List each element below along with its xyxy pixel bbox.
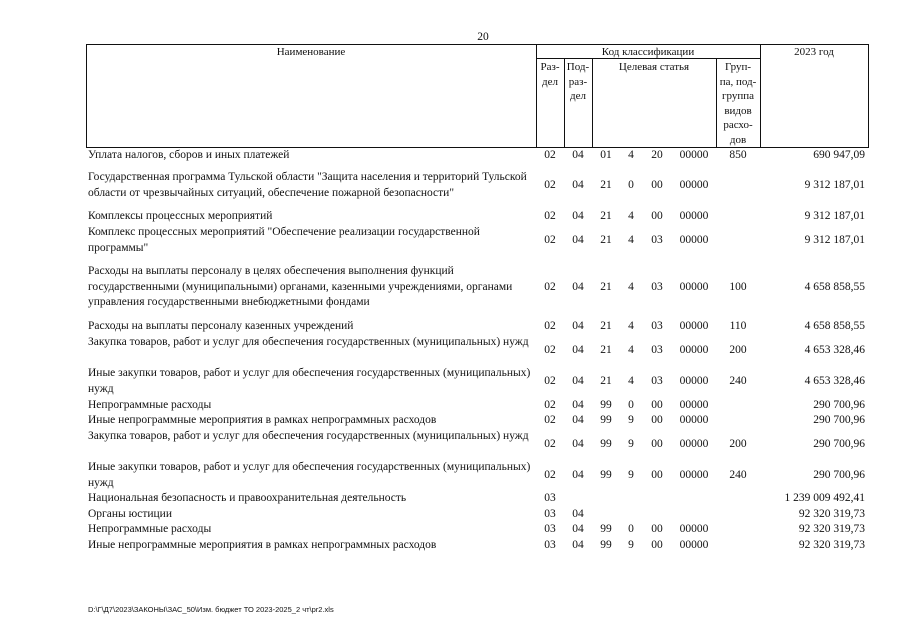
row-code-pr: 04 — [572, 344, 584, 356]
row-code-c2: 4 — [628, 234, 634, 246]
row-amount: 4 658 858,55 — [804, 281, 865, 293]
row-name: Уплата налогов, сборов и иных платежей — [88, 149, 290, 161]
row-code-c1: 99 — [600, 399, 612, 411]
table-row — [0, 522, 905, 538]
row-code-rz: 03 — [544, 523, 556, 535]
row-code-c2: 0 — [628, 399, 634, 411]
row-code-rz: 02 — [544, 469, 556, 481]
row-amount: 290 700,96 — [813, 414, 865, 426]
row-code-c3: 00 — [651, 399, 663, 411]
row-amount: 4 653 328,46 — [804, 375, 865, 387]
row-code-c3: 00 — [651, 539, 663, 551]
row-amount: 1 239 009 492,41 — [784, 492, 865, 504]
row-name: Закупка товаров, работ и услуг для обеспечения государственных (муниципальных) нужд — [88, 430, 529, 442]
row-amount: 690 947,09 — [813, 149, 865, 161]
row-code-pr: 04 — [572, 438, 584, 450]
row-name: Иные непрограммные мероприятия в рамках непрограммных расходов — [88, 414, 437, 426]
row-name: Комплекс процессных мероприятий "Обеспечение реализации государственной программы" — [88, 226, 480, 254]
row-amount: 290 700,96 — [813, 469, 865, 481]
row-code-rz: 02 — [544, 320, 556, 332]
row-code-c1: 21 — [600, 344, 612, 356]
row-amount: 4 653 328,46 — [804, 344, 865, 356]
row-name: Расходы на выплаты персоналу казенных учреждений — [88, 320, 354, 332]
row-code-c1: 99 — [600, 438, 612, 450]
row-code-c1: 01 — [600, 149, 612, 161]
header-year: 2023 год — [794, 46, 834, 58]
row-code-vr: 110 — [729, 320, 747, 332]
row-amount: 9 312 187,01 — [804, 179, 865, 191]
row-code-c2: 4 — [628, 375, 634, 387]
row-code-rz: 02 — [544, 399, 556, 411]
row-code-c4: 00000 — [679, 344, 709, 356]
row-name: Государственная программа Тульской области "Защита населения и территорий Тульской области от чрезвычайных ситуаций, обеспечение пожарной безопасности" — [88, 171, 527, 199]
row-amount: 92 320 319,73 — [798, 539, 865, 551]
table-row — [0, 170, 905, 201]
row-code-c1: 21 — [600, 210, 612, 222]
row-code-c3: 00 — [651, 179, 663, 191]
row-name: Иные закупки товаров, работ и услуг для обеспечения государственных (муниципальных) нужд — [88, 367, 531, 395]
row-code-c4: 00000 — [679, 234, 709, 246]
row-code-c1: 21 — [600, 234, 612, 246]
row-code-c2: 9 — [628, 438, 634, 450]
row-name: Закупка товаров, работ и услуг для обеспечения государственных (муниципальных) нужд — [88, 336, 529, 348]
row-code-c3: 20 — [651, 149, 663, 161]
row-code-pr: 04 — [572, 320, 584, 332]
row-code-c4: 00000 — [679, 210, 709, 222]
row-code-c3: 03 — [651, 281, 663, 293]
row-code-c2: 4 — [628, 344, 634, 356]
row-code-pr: 04 — [572, 469, 584, 481]
row-code-c1: 99 — [600, 414, 612, 426]
row-code-vr: 200 — [729, 438, 747, 450]
table-row — [0, 335, 905, 366]
row-code-vr: 200 — [729, 344, 747, 356]
row-amount: 9 312 187,01 — [804, 210, 865, 222]
row-code-c4: 00000 — [679, 281, 709, 293]
table-row — [0, 398, 905, 414]
row-code-c4: 00000 — [679, 375, 709, 387]
table-row — [0, 366, 905, 397]
row-amount: 290 700,96 — [813, 399, 865, 411]
row-code-rz: 02 — [544, 414, 556, 426]
page-number: 20 — [477, 31, 489, 43]
table-row — [0, 264, 905, 311]
row-code-c2: 4 — [628, 210, 634, 222]
table-row — [0, 491, 905, 507]
row-name: Непрограммные расходы — [88, 523, 212, 535]
row-code-vr: 240 — [729, 469, 747, 481]
header-group: Груп- па, под- группа видов расхо- дов — [719, 61, 757, 146]
row-name: Иные закупки товаров, работ и услуг для обеспечения государственных (муниципальных) нужд — [88, 461, 531, 489]
row-code-c2: 4 — [628, 320, 634, 332]
row-code-rz: 02 — [544, 210, 556, 222]
row-code-c1: 99 — [600, 539, 612, 551]
row-code-c2: 4 — [628, 149, 634, 161]
row-code-c4: 00000 — [679, 320, 709, 332]
row-code-rz: 03 — [544, 539, 556, 551]
row-name: Расходы на выплаты персоналу в целях обеспечения выполнения функций государственными (муниципальными) органами, казенными учреждениями, органами управления государственными внебюджетными фондами — [88, 265, 513, 308]
table-row — [0, 225, 905, 256]
row-code-c4: 00000 — [679, 149, 709, 161]
row-code-c3: 03 — [651, 344, 663, 356]
header-target: Целевая статья — [618, 61, 690, 73]
row-code-c1: 99 — [600, 469, 612, 481]
row-code-vr: 850 — [729, 149, 747, 161]
row-code-rz: 02 — [544, 234, 556, 246]
row-code-pr: 04 — [572, 281, 584, 293]
footer-file-path: D:\Г\Д7\2023\ЗАКОНЫ\ЗАС_50\Изм. бюджет ТО 2023-2025_2 чт\pr2.xls — [88, 605, 334, 614]
row-code-c1: 21 — [600, 320, 612, 332]
table-row — [0, 460, 905, 491]
row-code-rz: 02 — [544, 179, 556, 191]
table-row — [0, 209, 905, 225]
row-code-c3: 00 — [651, 210, 663, 222]
row-code-rz: 02 — [544, 344, 556, 356]
row-name: Комплексы процессных мероприятий — [88, 210, 273, 222]
row-code-rz: 02 — [544, 149, 556, 161]
row-code-pr: 04 — [572, 210, 584, 222]
row-amount: 4 658 858,55 — [804, 320, 865, 332]
row-code-c3: 00 — [651, 469, 663, 481]
row-name: Органы юстиции — [88, 508, 172, 520]
row-code-pr: 04 — [572, 523, 584, 535]
row-code-c2: 9 — [628, 469, 634, 481]
row-code-c2: 9 — [628, 539, 634, 551]
row-code-c3: 00 — [651, 414, 663, 426]
row-code-rz: 03 — [544, 492, 556, 504]
row-code-c4: 00000 — [679, 438, 709, 450]
header-code: Код классификации — [601, 46, 695, 58]
header-name: Наименование — [276, 46, 346, 58]
row-code-pr: 04 — [572, 149, 584, 161]
table-row — [0, 413, 905, 429]
row-code-c3: 00 — [651, 438, 663, 450]
row-code-rz: 03 — [544, 508, 556, 520]
row-code-c4: 00000 — [679, 179, 709, 191]
table-row — [0, 538, 905, 554]
row-code-rz: 02 — [544, 438, 556, 450]
row-name: Непрограммные расходы — [88, 399, 212, 411]
row-code-c1: 21 — [600, 375, 612, 387]
row-code-rz: 02 — [544, 281, 556, 293]
row-code-c1: 21 — [600, 281, 612, 293]
row-code-rz: 02 — [544, 375, 556, 387]
table-row — [0, 507, 905, 523]
header-razdel: Раз- дел — [540, 61, 560, 88]
row-code-pr: 04 — [572, 414, 584, 426]
row-amount: 92 320 319,73 — [798, 523, 865, 535]
row-name: Иные непрограммные мероприятия в рамках непрограммных расходов — [88, 539, 437, 551]
row-code-pr: 04 — [572, 539, 584, 551]
row-code-pr: 04 — [572, 179, 584, 191]
table-row — [0, 319, 905, 335]
row-code-vr: 100 — [729, 281, 747, 293]
row-code-pr: 04 — [572, 508, 584, 520]
row-code-c3: 03 — [651, 320, 663, 332]
row-code-c2: 0 — [628, 523, 634, 535]
row-code-c3: 00 — [651, 523, 663, 535]
row-code-c4: 00000 — [679, 523, 709, 535]
table-row — [0, 148, 905, 164]
row-code-c2: 9 — [628, 414, 634, 426]
row-name: Национальная безопасность и правоохранительная деятельность — [88, 492, 407, 504]
row-code-c3: 03 — [651, 375, 663, 387]
row-code-vr: 240 — [729, 375, 747, 387]
row-amount: 290 700,96 — [813, 438, 865, 450]
row-code-pr: 04 — [572, 399, 584, 411]
header-podrazdel: Под- раз- дел — [566, 61, 590, 102]
row-code-pr: 04 — [572, 234, 584, 246]
row-code-c1: 99 — [600, 523, 612, 535]
row-code-c4: 00000 — [679, 414, 709, 426]
row-code-pr: 04 — [572, 375, 584, 387]
table-row — [0, 429, 905, 460]
row-amount: 92 320 319,73 — [798, 508, 865, 520]
row-amount: 9 312 187,01 — [804, 234, 865, 246]
row-code-c2: 0 — [628, 179, 634, 191]
row-code-c1: 21 — [600, 179, 612, 191]
row-code-c4: 00000 — [679, 539, 709, 551]
row-code-c2: 4 — [628, 281, 634, 293]
row-code-c4: 00000 — [679, 399, 709, 411]
row-code-c3: 03 — [651, 234, 663, 246]
row-code-c4: 00000 — [679, 469, 709, 481]
